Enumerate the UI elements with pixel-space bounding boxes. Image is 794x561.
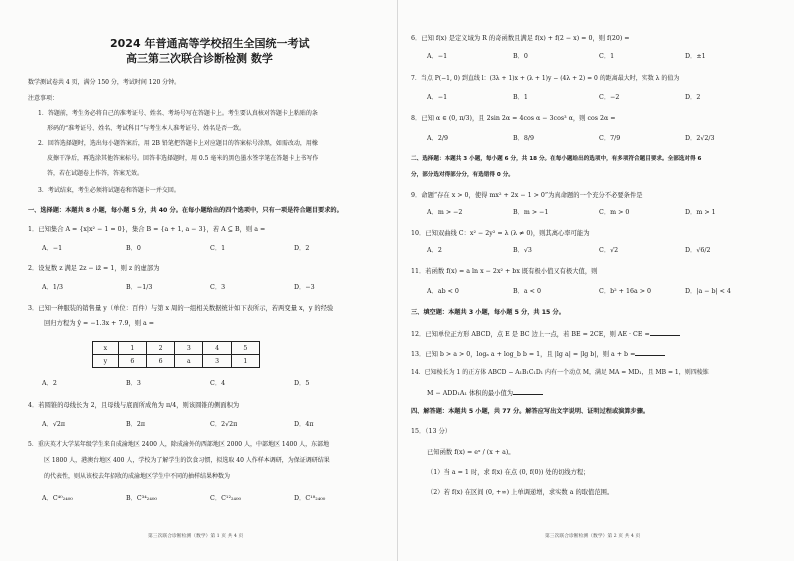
table-row: [93, 355, 260, 368]
q7-option-a: A．−1: [427, 94, 448, 101]
q4-option-a: A．√2π: [42, 421, 66, 428]
table-cell: a: [175, 355, 203, 368]
q8-option-a: A．2/9: [427, 135, 448, 142]
q2-option-c: C．3: [210, 284, 226, 291]
table-cell: 5: [231, 342, 259, 355]
q10-option-d: D．√6/2: [685, 247, 711, 254]
section-2-heading-cont: 分，部分选对得部分分，有选错得 0 分。: [411, 172, 514, 178]
question-5-stem-cont: 的代表性，则从该校去年招收的成渝地区学生中不同的抽样结果种数为: [44, 473, 231, 480]
q4-option-d: D．4π: [294, 421, 314, 428]
q8-option-d: D．2√2/3: [685, 135, 715, 142]
notes-title: 注意事项：: [28, 95, 59, 102]
q3-data-table: [92, 341, 260, 368]
question-3-stem-cont: 回归方程为 ŷ = −1.3x + 7.9，则 a =: [44, 320, 155, 327]
question-2-stem: 2．设复数 z 满足 2z − iz̄ = 1，则 z 的虚部为: [28, 265, 160, 272]
q10-option-a: A．2: [427, 247, 442, 254]
q4-option-c: C．2√2π: [210, 421, 238, 428]
q3-option-b: B．3: [126, 380, 141, 387]
note-line: 皮擦干净后，再选涂其他答案标号。回答非选择题时，用 0.5 毫米的黑色墨水签字笔在答题卡上书写作: [47, 155, 319, 162]
question-5-stem-cont: 区 1800 人，港澳台地区 400 人，学校为了解学生的饮食习惯，拟选取 40 人作样本调研，为保证调研结果: [44, 457, 330, 464]
section-4-heading: 四、解答题：本题共 5 小题，共 77 分。解答应写出文字说明、证明过程或演算步骤。: [411, 408, 650, 415]
q11-option-a: A．ab < 0: [427, 288, 459, 295]
section-1-heading: 一、选择题：本题共 8 小题，每小题 5 分，共 40 分。在每小题给出的四个选项中，只有一项是符合题目要求的。: [28, 207, 343, 214]
answer-blank: [513, 389, 543, 395]
q5-option-c: C．C¹²₂₄₀₀: [210, 495, 242, 502]
q10-option-b: B．√3: [513, 247, 532, 254]
table-cell: 4: [203, 342, 231, 355]
section-3-heading: 三、填空题：本题共 3 小题，每小题 5 分，共 15 分。: [411, 309, 565, 316]
page-footer: 第三次联合诊断检测（数学）第 2 页 共 4 页: [545, 534, 641, 539]
q3-option-c: C．4: [210, 380, 226, 387]
q1-option-d: D．2: [294, 245, 310, 252]
table-cell: 1: [118, 342, 146, 355]
q9-option-b: B．m > −1: [513, 209, 549, 216]
table-cell: 2: [146, 342, 174, 355]
intro-text: 数学测试卷共 4 页，满分 150 分，考试时间 120 分钟。: [28, 79, 181, 86]
note-line: 答，若在试题卷上作答，答案无效。: [47, 170, 144, 177]
exam-title: 2024 年普通高等学校招生全国统一考试: [110, 37, 310, 50]
q6-option-d: D．±1: [685, 53, 706, 60]
question-6-stem: 6．已知 f(x) 是定义域为 R 的奇函数且满足 f(x) + f(2 − x) = 0，则 f(20) =: [411, 35, 630, 42]
q3-option-a: A．2: [42, 380, 57, 387]
table-cell: x: [93, 342, 119, 355]
q12-text: 12．已知单位正方形 ABCD，点 E 是 BC 边上一点，若 BE = 2CE，则 AE · CE =: [411, 331, 650, 338]
question-4-stem: 4．若圆锥的母线长为 2，且母线与底面所成角为 π/4，则该圆锥的侧面积为: [28, 402, 240, 409]
q14-text: M − ADD₁A₁ 体积的最小值为: [427, 390, 514, 397]
q1-option-a: A．−1: [42, 245, 63, 252]
note-line: 2．回答选择题时，选出每小题答案后，用 2B 铅笔把答题卡上对应题目的答案标号涂黑，如需改动，用橡: [38, 140, 318, 147]
question-14-stem-cont: [427, 389, 543, 397]
q2-option-d: D．−3: [294, 284, 315, 291]
q11-option-b: B．a < 0: [513, 288, 541, 295]
question-5-stem: 5．重庆英才大学某年级学生来自成渝地区 2400 人，除成渝外的西部地区 2000 人，中部地区 1400 人，东部地: [28, 441, 330, 448]
q11-option-c: C．b² + 16a > 0: [599, 288, 652, 295]
section-2-heading: 二、选择题：本题共 3 小题，每小题 6 分，共 18 分。在每小题给出的选项中，有多项符合题目要求。全部选对得 6: [411, 156, 702, 162]
table-row: [93, 342, 260, 355]
note-line: 1．答题前，考生务必将自己的准考证号、姓名、考场号写在答题卡上。考生要认真核对答题卡上粘贴的条: [38, 110, 318, 117]
question-15-given: 已知函数 f(x) = eˣ / (x + a)。: [427, 449, 515, 456]
question-3-stem: 3．已知一种服装的销售量 y（单位：百件）与第 x 周的一组相关数据统计如下表所示，若两变量 x，y 的经验: [28, 305, 334, 312]
answer-blank: [635, 350, 665, 356]
question-15-head: 15．（13 分）: [411, 428, 452, 435]
q8-option-c: C．7/9: [599, 135, 621, 142]
page-2: [397, 0, 794, 561]
q9-option-a: A．m > −2: [427, 209, 463, 216]
q7-option-c: C．−2: [599, 94, 620, 101]
table-cell: 1: [231, 355, 259, 368]
table-cell: 6: [118, 355, 146, 368]
q2-option-b: B．−1/3: [126, 284, 153, 291]
q6-option-c: C．1: [599, 53, 615, 60]
q6-option-a: A．−1: [427, 53, 448, 60]
table-cell: 3: [203, 355, 231, 368]
q13-text: 13．已知 b > a > 0，logₐ a + log_b b = 1，且 |lg a| = |lg b|，则 a + b =: [411, 351, 636, 358]
answer-blank: [650, 330, 680, 336]
page-footer: 第三次联合诊断检测（数学）第 1 页 共 4 页: [148, 534, 244, 539]
question-15-part-1: （1）当 a = 1 时，求 f(x) 在点 (0, f(0)) 处的切线方程；: [427, 469, 590, 476]
q11-option-d: D．|a − b| < 4: [685, 288, 731, 295]
q4-option-b: B．2π: [126, 421, 146, 428]
question-1-stem: 1．已知集合 A = {x|x² − 1 = 0}，集合 B = {a + 1, a − 3}，若 A ⊆ B，则 a =: [28, 226, 266, 233]
q5-option-b: B．C³⁴₂₄₀₀: [126, 495, 157, 502]
q7-option-b: B．1: [513, 94, 528, 101]
question-11-stem: 11．若函数 f(x) = a ln x − 2x² + bx 既有极小值又有极大值，则: [411, 268, 598, 275]
question-15-part-2: （2）若 f(x) 在区间 (0, +∞) 上单调递增，求实数 a 的取值范围。: [427, 489, 614, 496]
question-9-stem: 9．命题“存在 x > 0，使得 mx² + 2x − 1 > 0”为真命题的一个充分不必要条件是: [411, 192, 643, 199]
note-line: 形码的“准考证号、姓名、考试科目”与考生本人准考证号、姓名是否一致。: [47, 125, 246, 132]
table-cell: 3: [175, 342, 203, 355]
q1-option-b: B．0: [126, 245, 141, 252]
question-7-stem: 7．当点 P(−1, 0) 到直线 l：(3λ + 1)x + (λ + 1)y − (4λ + 2) = 0 的距离最大时，实数 λ 的值为: [411, 75, 680, 82]
q5-option-d: D．C¹⁸₂₄₀₀: [294, 495, 326, 502]
q8-option-b: B．8/9: [513, 135, 535, 142]
question-12-stem: [411, 330, 680, 338]
question-13-stem: [411, 350, 665, 358]
question-14-stem: 14．已知棱长为 1 的正方体 ABCD − A₁B₁C₁D₁ 内有一个动点 M，满足 MA = MD₁，且 MB = 1，则四棱锥: [411, 369, 709, 376]
q6-option-b: B．0: [513, 53, 528, 60]
exam-subtitle: 高三第三次联合诊断检测 数学: [126, 52, 273, 65]
question-8-stem: 8．已知 α ∈ (0, π/3)，且 2sin 2α = 4cos α − 3cos³ α，则 cos 2α =: [411, 115, 616, 122]
note-line: 3．考试结束，考生必须将试题卷和答题卡一并交回。: [38, 187, 180, 194]
q3-option-d: D．5: [294, 380, 310, 387]
q2-option-a: A．1/3: [42, 284, 63, 291]
q5-option-a: A．C⁴⁰₂₄₀₀: [42, 495, 73, 502]
table-cell: 6: [146, 355, 174, 368]
q9-option-c: C．m > 0: [599, 209, 630, 216]
question-10-stem: 10．已知双曲线 C：x² − 2y² = λ (λ ≠ 0)，则其离心率可能为: [411, 230, 590, 237]
q9-option-d: D．m > 1: [685, 209, 716, 216]
q1-option-c: C．1: [210, 245, 226, 252]
table-cell: y: [93, 355, 119, 368]
q10-option-c: C．√2: [599, 247, 619, 254]
q7-option-d: D．2: [685, 94, 701, 101]
